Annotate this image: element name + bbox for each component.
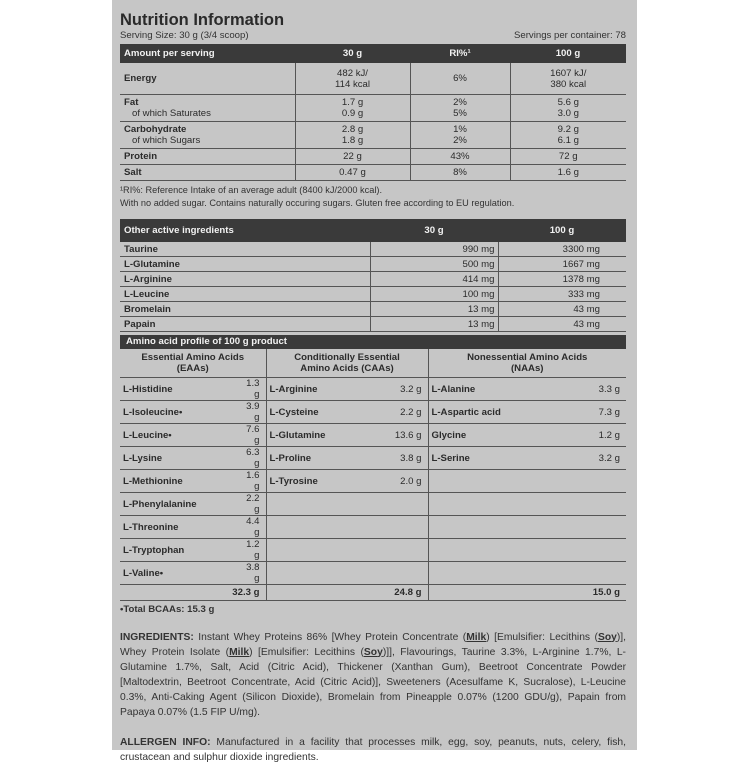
fat-ri: 2% [453, 97, 467, 108]
ingredients-segment: )]], Flavourings, Taurine 3.3%, L-Arginine 1.7%, L-Glutamine 1.7%, Salt, Acid (Citric Acid), Thickener (Xanthan Gum), Beetroot Concentrate Powder [Maltodextrin, Beetroot Concentrate, Acid (Citric Acid)], Sweeteners (Acesulfame K, Sucralose), L-Leucine 0.3%, Anti-Caking Agent (Silicon Dioxide), Bromelain from Pineapple 0.07% (1200 GDU/g), Papain from Papaya 0.07% (1.5 FIP U/mg). [120, 646, 626, 718]
eaa-value: 1.3 g [236, 378, 266, 401]
energy-kcal-30: 114 kcal [334, 78, 371, 90]
saturates-ri: 5% [453, 108, 467, 119]
table-row [120, 378, 626, 401]
footnotes [120, 184, 626, 210]
amino-totals [120, 585, 626, 601]
caa-name: L-Tyrosine [266, 470, 382, 493]
caa-value [382, 539, 428, 562]
cell-30g: 414 mg [370, 272, 498, 287]
caa-total: 24.8 g [266, 585, 428, 601]
sugars-label: of which Sugars [132, 135, 201, 146]
naa-head-l2: (NAAs) [510, 363, 544, 374]
sugars-100: 6.1 g [557, 135, 579, 146]
cell-30g [295, 63, 410, 95]
naa-name: L-Aspartic acid [428, 401, 544, 424]
eaa-value: 6.3 g [236, 447, 266, 470]
table-row [120, 516, 626, 539]
eaa-value: 1.2 g [236, 539, 266, 562]
ri-footnote: ¹RI%: Reference Intake of an average adult (8400 kJ/2000 kcal). [120, 185, 382, 195]
naa-value [544, 470, 626, 493]
naa-head-l1: Nonessential Amino Acids [467, 352, 588, 363]
cell-100g: 3300 mg [498, 242, 626, 257]
eaa-name: L-Threonine [120, 516, 236, 539]
cell-30g: 22 g [295, 149, 410, 165]
eaa-head [120, 349, 266, 378]
fat-label: Fat [124, 97, 139, 108]
table-row [120, 447, 626, 470]
caa-value [382, 516, 428, 539]
ingredients-text [120, 632, 626, 718]
caa-value: 3.2 g [382, 378, 428, 401]
bcaa-total: •Total BCAAs: 15.3 g [120, 603, 215, 615]
allergen-label: ALLERGEN INFO: [120, 736, 211, 748]
caa-value: 2.0 g [382, 470, 428, 493]
fat-30: 1.7 g [341, 97, 364, 108]
amino-profile-title: Amino acid profile of 100 g product [120, 335, 626, 349]
naa-value: 3.2 g [544, 447, 626, 470]
saturates-100: 3.0 g [557, 108, 579, 119]
ingredients-paragraph [120, 630, 626, 720]
table-row [120, 257, 626, 272]
nutrition-label-panel [112, 0, 637, 763]
servings-per-container: Servings per container: 78 [514, 30, 626, 41]
ingredient-name: L-Arginine [120, 272, 370, 287]
cell-30g: 13 mg [370, 302, 498, 317]
caa-value: 13.6 g [382, 424, 428, 447]
caa-value: 3.8 g [382, 447, 428, 470]
header-other: Other active ingredients [120, 219, 370, 242]
table-row [120, 562, 626, 585]
cell-ri: 8% [410, 165, 510, 181]
allergen-word: Milk [466, 631, 487, 643]
caa-name [266, 539, 382, 562]
ingredient-name: L-Glutamine [120, 257, 370, 272]
other-rows [120, 242, 626, 332]
eaa-name: L-Tryptophan [120, 539, 236, 562]
cell-ri [410, 122, 510, 149]
cell-100g: 1.6 g [510, 165, 626, 181]
cell-100g: 1378 mg [498, 272, 626, 287]
row-label: Protein [120, 149, 295, 165]
caa-head-l2: Amino Acids (CAAs) [300, 363, 394, 374]
allergen-word: Soy [363, 646, 383, 658]
cell-ri: 43% [410, 149, 510, 165]
allergen-word: Milk [229, 646, 250, 658]
cell-100g [510, 95, 626, 122]
naa-value: 7.3 g [544, 401, 626, 424]
table-row [120, 317, 626, 332]
naa-name: L-Serine [428, 447, 544, 470]
table-row [120, 242, 626, 257]
table-row [120, 272, 626, 287]
naa-name [428, 470, 544, 493]
energy-kcal-100: 380 kcal [550, 78, 587, 90]
eaa-value: 4.4 g [236, 516, 266, 539]
carb-label: Carbohydrate [124, 124, 187, 135]
ingredients-segment: Instant Whey Proteins 86% [Whey Protein Concentrate ( [193, 631, 467, 643]
fat-100: 5.6 g [557, 97, 579, 108]
caa-name: L-Cysteine [266, 401, 382, 424]
naa-name: Glycine [428, 424, 544, 447]
table-row [120, 287, 626, 302]
sugars-30: 1.8 g [341, 135, 364, 146]
cell-100g: 1667 mg [498, 257, 626, 272]
table-row [120, 539, 626, 562]
table-row [120, 424, 626, 447]
eaa-value: 1.6 g [236, 470, 266, 493]
ingredient-name: Papain [120, 317, 370, 332]
ingredients-segment: ) [Emulsifier: Lecithins ( [249, 646, 364, 658]
caa-value: 2.2 g [382, 401, 428, 424]
carb-ri: 1% [453, 124, 467, 135]
cell-30g: 0.47 g [295, 165, 410, 181]
naa-value [544, 516, 626, 539]
caa-name: L-Proline [266, 447, 382, 470]
carb-30: 2.8 g [341, 124, 364, 135]
cell-30g [295, 95, 410, 122]
caa-head [266, 349, 428, 378]
naa-name: L-Alanine [428, 378, 544, 401]
table-row [120, 165, 626, 181]
header-30g: 30 g [370, 219, 498, 242]
header-100g: 100 g [498, 219, 626, 242]
nutrition-table [120, 44, 626, 181]
cell-ri [410, 95, 510, 122]
allergen-text: Manufactured in a facility that processes milk, egg, soy, peanuts, nuts, celery, fish, crustacean and sulphur dioxide ingredients. [120, 736, 626, 763]
caa-value [382, 562, 428, 585]
cell-100g [510, 63, 626, 95]
cell-30g [295, 122, 410, 149]
table-row [120, 401, 626, 424]
naa-value [544, 493, 626, 516]
caa-value [382, 493, 428, 516]
saturates-label: of which Saturates [132, 108, 211, 119]
ingredients-label: INGREDIENTS: [120, 631, 194, 643]
eaa-head-l1: Essential Amino Acids [141, 352, 245, 363]
energy-kj-30: 482 kJ/ [337, 67, 368, 79]
energy-kj-100: 1607 kJ/ [550, 67, 587, 79]
naa-name [428, 516, 544, 539]
amino-table [120, 349, 626, 601]
table-row [120, 149, 626, 165]
header-100g: 100 g [510, 44, 626, 63]
caa-name: L-Glutamine [266, 424, 382, 447]
other-ingredients-table [120, 219, 626, 332]
row-label: Salt [120, 165, 295, 181]
ingredients-segment: ) [Emulsifier: Lecithins ( [486, 631, 598, 643]
naa-value [544, 539, 626, 562]
nutrition-header-row [120, 44, 626, 63]
table-row [120, 493, 626, 516]
ingredient-name: Bromelain [120, 302, 370, 317]
naa-value: 1.2 g [544, 424, 626, 447]
serving-info [120, 30, 626, 42]
page-title: Nutrition Information [120, 11, 285, 29]
saturates-30: 0.9 g [341, 108, 364, 119]
eaa-value: 3.8 g [236, 562, 266, 585]
ingredients-segment: )], Whey Protein Isolate ( [120, 631, 626, 658]
sugars-ri: 2% [453, 135, 467, 146]
row-label [120, 122, 295, 149]
cell-ri: 6% [410, 63, 510, 95]
other-header-row [120, 219, 626, 242]
caa-head-l1: Conditionally Essential [294, 352, 400, 363]
caa-name: L-Arginine [266, 378, 382, 401]
eaa-name: L-Phenylalanine [120, 493, 236, 516]
eaa-name: L-Isoleucine• [120, 401, 236, 424]
ingredient-name: Taurine [120, 242, 370, 257]
cell-100g: 43 mg [498, 302, 626, 317]
eaa-value: 3.9 g [236, 401, 266, 424]
table-row [120, 63, 626, 95]
allergen-word: Soy [597, 631, 617, 643]
cell-100g [510, 122, 626, 149]
row-label [120, 95, 295, 122]
eaa-name: L-Leucine• [120, 424, 236, 447]
naa-head [428, 349, 626, 378]
caa-name [266, 516, 382, 539]
caa-name [266, 562, 382, 585]
cell-30g: 990 mg [370, 242, 498, 257]
eaa-value: 7.6 g [236, 424, 266, 447]
table-row [120, 95, 626, 122]
cell-30g: 100 mg [370, 287, 498, 302]
eaa-value: 2.2 g [236, 493, 266, 516]
header-amount: Amount per serving [120, 44, 295, 63]
header-30g: 30 g [295, 44, 410, 63]
cell-30g: 500 mg [370, 257, 498, 272]
carb-100: 9.2 g [557, 124, 579, 135]
eaa-head-l2: (EAAs) [176, 363, 209, 374]
naa-name [428, 493, 544, 516]
table-row [120, 302, 626, 317]
eaa-name: L-Lysine [120, 447, 236, 470]
table-row [120, 122, 626, 149]
eaa-name: L-Valine• [120, 562, 236, 585]
cell-100g: 43 mg [498, 317, 626, 332]
header-ri: RI%¹ [410, 44, 510, 63]
cell-100g: 333 mg [498, 287, 626, 302]
caa-name [266, 493, 382, 516]
naa-name [428, 562, 544, 585]
cell-30g: 13 mg [370, 317, 498, 332]
eaa-total: 32.3 g [120, 585, 266, 601]
serving-size: Serving Size: 30 g (3/4 scoop) [120, 30, 249, 41]
table-row [120, 470, 626, 493]
amino-col-heads [120, 349, 626, 378]
naa-total: 15.0 g [428, 585, 626, 601]
sugar-gluten-note: With no added sugar. Contains naturally occuring sugars. Gluten free according to EU regulation. [120, 198, 515, 208]
naa-value [544, 562, 626, 585]
naa-name [428, 539, 544, 562]
eaa-name: L-Histidine [120, 378, 236, 401]
eaa-name: L-Methionine [120, 470, 236, 493]
cell-100g: 72 g [510, 149, 626, 165]
label-content [120, 10, 626, 765]
ingredient-name: L-Leucine [120, 287, 370, 302]
naa-value: 3.3 g [544, 378, 626, 401]
row-label: Energy [120, 63, 295, 95]
amino-rows [120, 378, 626, 585]
